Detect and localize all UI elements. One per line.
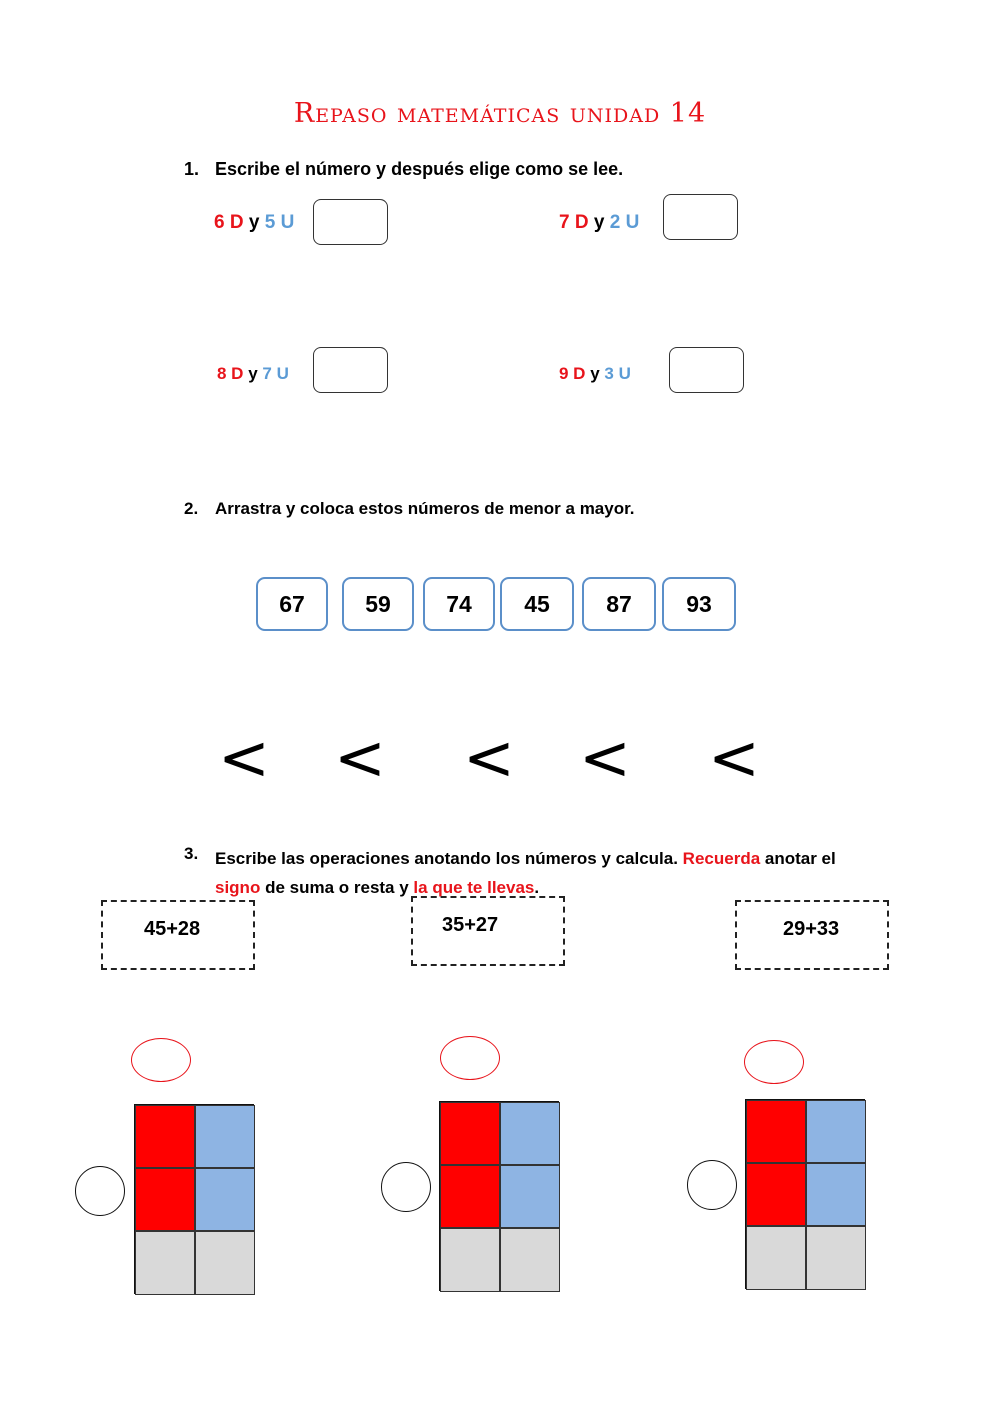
- units-cell[interactable]: [500, 1165, 560, 1228]
- result-units-cell[interactable]: [195, 1231, 255, 1295]
- carry-circle-1[interactable]: [131, 1038, 191, 1082]
- q3-highlight-signo: signo: [215, 878, 261, 897]
- result-units-cell[interactable]: [500, 1228, 560, 1292]
- units-text: 5 U: [264, 212, 295, 233]
- q3-text-part: de suma o resta y: [260, 878, 414, 897]
- q1-answer-box-3[interactable]: [313, 347, 388, 393]
- q2-number: 2.: [184, 499, 199, 518]
- q1-instruction: Escribe el número y después elige como se lee.: [215, 159, 624, 179]
- result-tens-cell[interactable]: [135, 1231, 195, 1295]
- less-than-sign-2: <: [334, 721, 386, 794]
- units-cell[interactable]: [500, 1102, 560, 1165]
- tens-cell[interactable]: [746, 1100, 806, 1163]
- and-text: y: [590, 364, 600, 383]
- operation-box-2: 35+27: [411, 896, 565, 966]
- tens-text: 7 D: [559, 212, 589, 233]
- number-chip-87[interactable]: 87: [582, 577, 656, 631]
- tens-cell[interactable]: [135, 1105, 195, 1168]
- sign-circle-1[interactable]: [75, 1166, 125, 1216]
- operation-box-3: 29+33: [735, 900, 889, 970]
- number-chip-74[interactable]: 74: [423, 577, 495, 631]
- result-tens-cell[interactable]: [440, 1228, 500, 1292]
- less-than-sign-1: <: [218, 721, 270, 794]
- tens-text: 6 D: [214, 212, 244, 233]
- q1-item-1-label: [214, 212, 294, 234]
- sign-circle-2[interactable]: [381, 1162, 431, 1212]
- q3-text-part: .: [534, 878, 540, 897]
- operation-box-1: 45+28: [101, 900, 255, 970]
- page-title: Repaso matemáticas unidad 14: [293, 98, 707, 129]
- addition-grid-3: [745, 1099, 865, 1289]
- tens-text: 9 D: [559, 364, 586, 383]
- and-text: y: [248, 212, 260, 233]
- less-than-sign-3: <: [463, 721, 515, 794]
- and-text: y: [593, 212, 605, 233]
- units-cell[interactable]: [195, 1168, 255, 1231]
- q1-item-4-label: [559, 364, 631, 384]
- units-text: 3 U: [604, 364, 631, 383]
- q3-highlight-recuerda: Recuerda: [682, 849, 761, 868]
- addition-grid-1: [134, 1104, 254, 1294]
- carry-circle-3[interactable]: [744, 1040, 804, 1084]
- tens-text: 8 D: [217, 364, 244, 383]
- tens-cell[interactable]: [135, 1168, 195, 1231]
- q3-highlight-llevas: la que te llevas: [413, 878, 535, 897]
- q1-number: 1.: [184, 159, 200, 179]
- units-cell[interactable]: [195, 1105, 255, 1168]
- tens-cell[interactable]: [440, 1165, 500, 1228]
- q1-answer-box-4[interactable]: [669, 347, 744, 393]
- number-chip-93[interactable]: 93: [662, 577, 736, 631]
- q1-item-2-label: [559, 212, 639, 234]
- q2-instruction: Arrastra y coloca estos números de menor a mayor.: [215, 499, 635, 518]
- number-chip-67[interactable]: 67: [256, 577, 328, 631]
- sign-circle-3[interactable]: [687, 1160, 737, 1210]
- units-text: 7 U: [262, 364, 289, 383]
- units-cell[interactable]: [806, 1163, 866, 1226]
- tens-cell[interactable]: [746, 1163, 806, 1226]
- q1-item-3-label: [217, 364, 289, 384]
- number-chip-59[interactable]: 59: [342, 577, 414, 631]
- q3-instruction: [215, 844, 895, 902]
- less-than-sign-5: <: [708, 721, 760, 794]
- tens-cell[interactable]: [440, 1102, 500, 1165]
- q1-answer-box-1[interactable]: [313, 199, 388, 245]
- units-text: 2 U: [609, 212, 640, 233]
- carry-circle-2[interactable]: [440, 1036, 500, 1080]
- result-units-cell[interactable]: [806, 1226, 866, 1290]
- q3-text-part: Escribe las operaciones anotando los números y calcula.: [215, 849, 683, 868]
- and-text: y: [248, 364, 258, 383]
- less-than-sign-4: <: [579, 721, 631, 794]
- q3-text-part: anotar el: [760, 849, 836, 868]
- result-tens-cell[interactable]: [746, 1226, 806, 1290]
- q1-answer-box-2[interactable]: [663, 194, 738, 240]
- units-cell[interactable]: [806, 1100, 866, 1163]
- q3-number: 3.: [184, 844, 199, 863]
- number-chip-45[interactable]: 45: [500, 577, 574, 631]
- addition-grid-2: [439, 1101, 559, 1291]
